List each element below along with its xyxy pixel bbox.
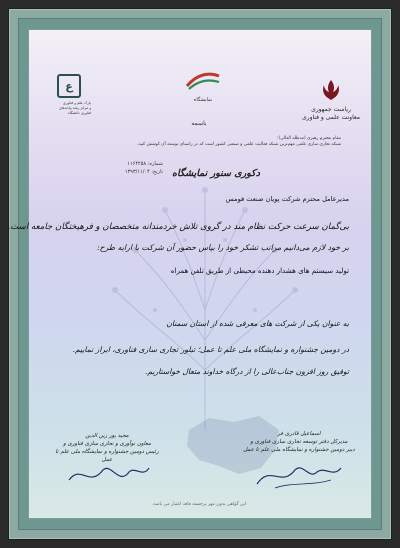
- signatory-title: دبیر دومین جشنواره و نمایشگاه ملی علم تا عمل: [243, 447, 355, 453]
- bismillah: باسمه: [191, 120, 207, 127]
- signatory-name: مجید پور زین الدین: [85, 433, 129, 439]
- reference-date: تاریخ: ۱۳۹۳/۱۱/۰۴: [124, 169, 163, 175]
- presidency-logo-line: معاونت علمی و فناوری: [301, 114, 361, 121]
- park-logo-line: و مرکز رشد واحدهای: [58, 106, 91, 110]
- certificate-mat: [7, 18, 382, 530]
- tree-watermark: [95, 170, 315, 430]
- body-line-5: در دومین جشنواره و نمایشگاه ملی علم تا عمل؛ تبلور تجاری سازی فناوری، ابراز نماییم.: [72, 345, 349, 354]
- signature-left-icon: [63, 460, 153, 492]
- exhibition-logo-label: نمایشگاه: [193, 97, 213, 103]
- certificate-title: دکوری سنور نمایشگاه: [172, 168, 260, 179]
- addressee: مدیرعامل محترم شرکت پویان صنعت قومس: [225, 195, 349, 203]
- park-logo-icon: ع: [57, 74, 81, 98]
- signatory-title: مدیرکل دفتر توسعه تجاری سازی فناوری و: [250, 439, 348, 445]
- signatory-title: معاون نوآوری و تجاری سازی فناوری و: [63, 441, 151, 447]
- body-line-1: بی‌گمان سرعت حرکت نظام مند در گروی تلاش خردمندانه متخصصان و فرهیختگان جامعه است.: [7, 222, 349, 232]
- presidency-logo: [301, 78, 361, 134]
- project-title: تولید سیستم های هشدار دهنده محیطی از طریق تلفن همراه: [170, 266, 349, 275]
- quote-line: مقام محترم رهبری (مدظله العالی):: [277, 136, 341, 141]
- presidency-logo-line: ریاست جمهوری: [311, 106, 351, 113]
- body-line-4: به عنوان یکی از شرکت های معرفی شده از استان سمنان: [166, 319, 349, 328]
- park-logo-line: فناوری دانشگاه: [67, 111, 91, 115]
- park-logo: [47, 74, 91, 134]
- signatory-right: [243, 430, 355, 454]
- body-line-6: توفیق روز افزون جناب‌عالی را از درگاه خداوند متعال خواستاریم.: [145, 367, 349, 376]
- exhibition-logo: [171, 70, 235, 116]
- swoosh-icon: [183, 70, 223, 92]
- body-line-2: بر خود لازم می‌دانیم مراتب تشکر خود را بپاس حضور آن شرکت با ارایه طرح:: [96, 243, 349, 252]
- park-logo-line: پارک علم و فناوری: [62, 101, 91, 105]
- emblem-icon: [320, 78, 342, 102]
- reference-number: شماره: ۱۱۶۴۲۵۸: [127, 161, 163, 167]
- quote-block: [59, 136, 341, 149]
- signature-right-icon: [251, 458, 347, 492]
- signatory-title: رئیس دومین جشنواره و نمایشگاه ملی علم تا عمل: [55, 449, 159, 463]
- signatory-name: اسماعیل قادری فر: [277, 431, 321, 437]
- certificate-sheet: [7, 30, 371, 518]
- quote-line: شبکه تجاری سازی علمی مهم‌ترین شبکه فعالیت علمی و صنعتی کشور است که در راستای توسعه آن کوشش کنید.: [136, 142, 341, 148]
- validity-note: این گواهی بدون مهر برجسته فاقد اعتبار می باشد.: [151, 502, 247, 507]
- certificate-frame: [9, 9, 391, 539]
